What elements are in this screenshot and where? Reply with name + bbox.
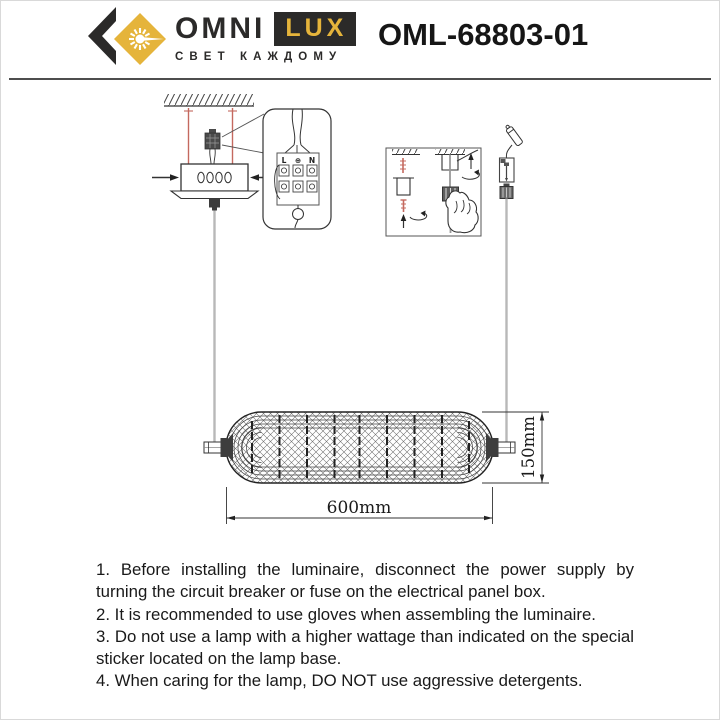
model-number: OML-68803-01	[378, 17, 589, 52]
cord-grip	[209, 199, 220, 208]
dimension-width	[227, 487, 493, 524]
instruction-item-4: 4. When caring for the lamp, DO NOT use aggressive detergents.	[96, 671, 583, 691]
callout-lines	[222, 114, 264, 153]
terminal-block-small	[205, 129, 220, 164]
cord-lock-figure	[500, 124, 524, 442]
brand-omni: OMNI	[175, 12, 266, 45]
end-connector-left	[204, 438, 228, 457]
mounting-cup	[397, 178, 410, 195]
omnilux-logo	[87, 6, 356, 70]
canopy-plate	[181, 164, 248, 191]
width-dimension-label: 600mm	[326, 498, 392, 518]
header-divider	[9, 78, 711, 80]
instruction-item-2: 2. It is recommended to use gloves when assembling the luminaire.	[96, 604, 596, 624]
instruction-item-1: 1. Before installing the luminaire, disconnect the power supply by turning the circuit breaker or fuse on the electrical panel box.	[96, 560, 634, 602]
end-connector-right	[491, 438, 515, 457]
instructions	[96, 559, 634, 693]
brand-tagline: СВЕТ КАЖДОМУ	[175, 51, 343, 63]
lock-pin	[504, 124, 523, 147]
brand-lux: LUX	[274, 12, 356, 46]
assembly-steps-figure	[386, 148, 481, 236]
omnilux-logo-mark-icon	[87, 6, 167, 70]
logo-text	[175, 6, 356, 63]
terminal-label-live: L	[281, 156, 287, 165]
detail-bubble	[263, 109, 331, 229]
instruction-item-3: 3. Do not use a lamp with a higher wattage than indicated on the special sticker located on the lamp base.	[96, 626, 634, 669]
terminal-label-earth: ⊕	[294, 156, 302, 165]
header	[1, 1, 720, 78]
canopy-cover	[171, 191, 258, 199]
height-dimension-label: 150mm	[519, 416, 538, 479]
ceiling-canopy-figure	[152, 94, 277, 442]
cord-gripper-open	[500, 158, 515, 182]
ceiling-hatch	[164, 94, 254, 106]
wiring-detail-figure	[263, 109, 331, 229]
terminal-label-neutral: N	[308, 156, 316, 165]
lamp-figure	[204, 412, 515, 483]
cord-gripper-closed	[500, 184, 513, 199]
installation-diagram	[1, 81, 720, 559]
logo-black-chevron	[88, 7, 116, 65]
